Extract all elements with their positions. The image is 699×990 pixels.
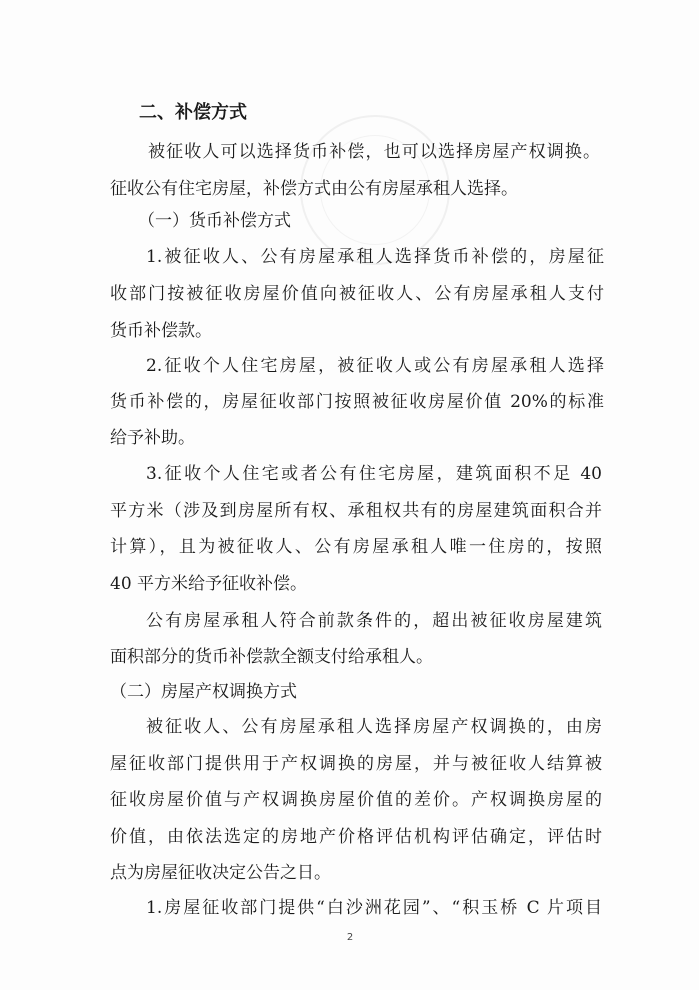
paragraph-line: 征收房屋价值与产权调换房屋价值的差价。产权调换房屋的 [110,790,602,810]
paragraph-line: 1.被征收人、公有房屋承租人选择货币补偿的，房屋征 [146,247,604,267]
paragraph-line: 1.房屋征收部门提供“白沙洲花园”、“积玉桥 C 片项目 [146,898,602,918]
paragraph-line: 给予补助。 [110,428,195,448]
paragraph-line: 40 平方米给予征收补偿。 [110,574,308,594]
paragraph-line: 货币补偿款。 [110,321,212,341]
paragraph-line: 货币补偿的，房屋征收部门按照被征收房屋价值 20%的标准 [110,392,604,412]
paragraph-line: 屋征收部门提供用于产权调换的房屋，并与被征收人结算被 [110,754,602,774]
paragraph-line: 平方米（涉及到房屋所有权、承租权共有的房屋建筑面积合并 [110,501,602,521]
paragraph-line: 征收公有住宅房屋，补偿方式由公有房屋承租人选择。 [110,179,518,199]
paragraph-line: 价值，由依法选定的房地产价格评估机构评估确定，评估时 [110,827,602,847]
paragraph-line: 被征收人可以选择货币补偿，也可以选择房屋产权调换。 [148,142,600,162]
paragraph-line: 被征收人、公有房屋承租人选择房屋产权调换的，由房 [146,717,602,737]
paragraph-line: 2.征收个人住宅房屋，被征收人或公有房屋承租人选择 [146,356,604,376]
paragraph-line: 面积部分的货币补偿款全额支付给承租人。 [110,647,433,667]
paragraph-line: 3.征收个人住宅或者公有住宅房屋，建筑面积不足 40 [146,464,602,484]
subsection-heading: （一）货币补偿方式 [138,211,291,231]
paragraph-line: 计算），且为被征收人、公有房屋承租人唯一住房的，按照 [110,537,602,557]
paragraph-line: 公有房屋承租人符合前款条件的，超出被征收房屋建筑 [146,611,602,631]
subsection-heading: （二）房屋产权调换方式 [110,682,297,702]
page-number: 2 [346,932,354,943]
paragraph-line: 收部门按被征收房屋价值向被征收人、公有房屋承租人支付 [110,284,604,304]
paragraph-line: 点为房屋征收决定公告之日。 [110,863,331,883]
section-heading: 二、补偿方式 [139,102,247,123]
